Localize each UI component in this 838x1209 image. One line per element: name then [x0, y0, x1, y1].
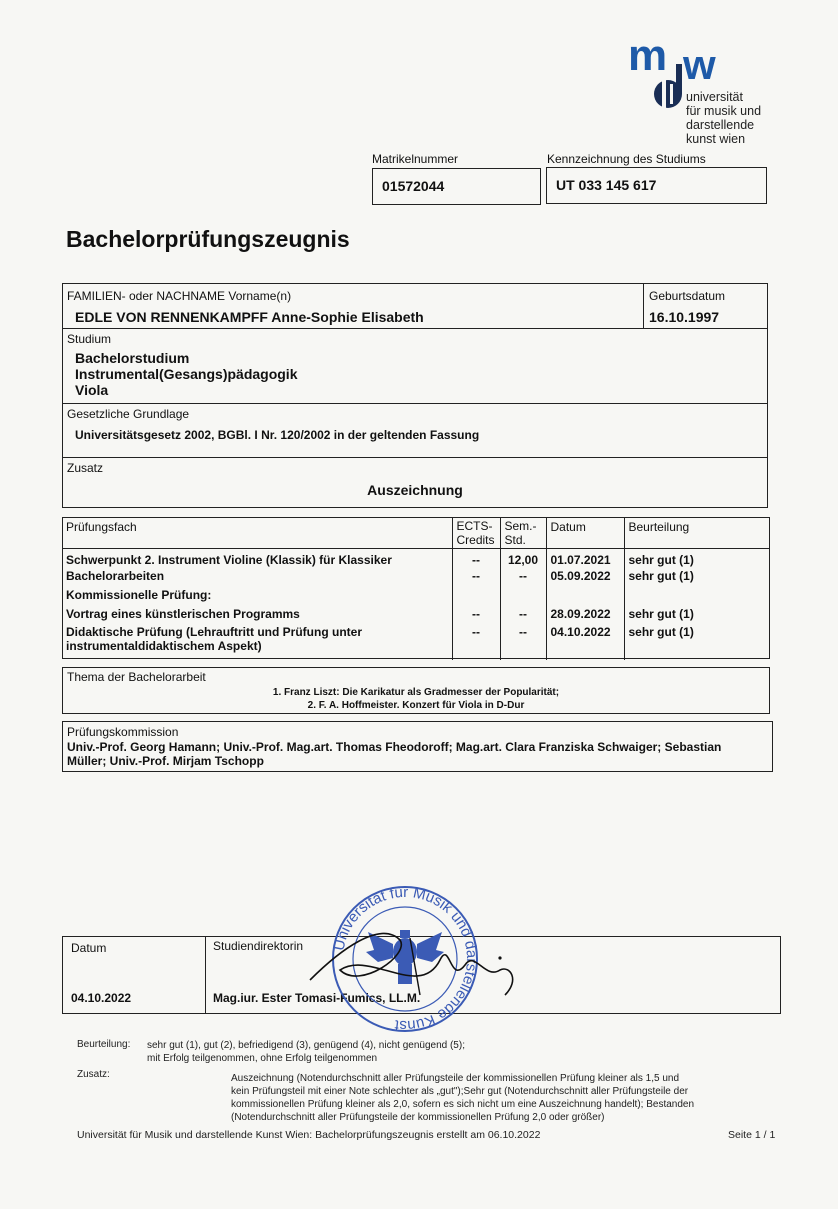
- personal-block: [62, 283, 768, 508]
- name-value: EDLE VON RENNENKAMPFF Anne-Sophie Elisabeth: [75, 309, 424, 325]
- table-row: [62, 568, 770, 584]
- kennzeichnung-label: Kennzeichnung des Studiums: [547, 152, 706, 166]
- table-row: [62, 603, 770, 622]
- table-row: [62, 549, 770, 569]
- ects-cell: --: [452, 622, 500, 660]
- note-cell: [624, 584, 770, 603]
- legend-beurteilung-label: Beurteilung:: [77, 1039, 131, 1050]
- ects-cell: [452, 584, 500, 603]
- sem-cell: --: [500, 603, 546, 622]
- thema-value: 1. Franz Liszt: Die Karikatur als Gradmesser der Popularität; 2. F. A. Hoffmeister. Konzert für Viola in D-Dur: [272, 687, 560, 711]
- header-datum: Datum: [546, 517, 624, 549]
- datum-cell: 28.09.2022: [546, 603, 624, 622]
- matrikel-label: Matrikelnummer: [372, 152, 459, 166]
- kommission-label: Prüfungskommission: [67, 725, 179, 739]
- sem-cell: --: [500, 622, 546, 660]
- legend-zusatz-label: Zusatz:: [77, 1069, 110, 1080]
- datum-cell: 05.09.2022: [546, 568, 624, 584]
- svg-text:m: m: [628, 34, 668, 80]
- divider: [205, 937, 206, 1013]
- datum-label: Datum: [71, 941, 107, 955]
- datum-cell: 04.10.2022: [546, 622, 624, 660]
- subjects-table: [62, 517, 770, 660]
- kommission-block: [62, 721, 773, 772]
- fach-cell: Vortrag eines künstlerischen Programms: [66, 607, 300, 621]
- sem-cell: 12,00: [500, 549, 546, 569]
- sem-cell: --: [500, 568, 546, 584]
- table-header-row: [62, 517, 770, 549]
- header-sem: Sem.- Std.: [500, 517, 546, 549]
- footer-text: Universität für Musik und darstellende Kunst Wien: Bachelorprüfungszeugnis erstellt am 06.10.2022: [77, 1129, 541, 1141]
- table-row: [62, 622, 770, 660]
- name-label: FAMILIEN- oder NACHNAME Vorname(n): [67, 289, 292, 303]
- divider: [63, 403, 767, 404]
- datum-value: 04.10.2022: [71, 991, 132, 1005]
- header-beurteilung: Beurteilung: [624, 517, 770, 549]
- note-cell: sehr gut (1): [624, 568, 770, 584]
- datum-cell: 01.07.2021: [546, 549, 624, 569]
- note-cell: sehr gut (1): [624, 603, 770, 622]
- header-fach: Prüfungsfach: [62, 517, 452, 549]
- table-row: [62, 584, 770, 603]
- datum-cell: [546, 584, 624, 603]
- signer-name: Mag.iur. Ester Tomasi-Fumics, LL.M.: [213, 991, 421, 1005]
- note-cell: sehr gut (1): [624, 622, 770, 660]
- svg-text:Universität für Musik und dars: Universität für Musik und darstellende Kunst: [330, 884, 480, 1034]
- grundlage-value: Universitätsgesetz 2002, BGBl. I Nr. 120/2002 in der geltenden Fassung: [75, 428, 480, 442]
- ects-cell: --: [452, 549, 500, 569]
- thema-label: Thema der Bachelorarbeit: [67, 670, 206, 684]
- dob-label: Geburtsdatum: [649, 289, 726, 303]
- kommission-value: Univ.-Prof. Georg Hamann; Univ.-Prof. Mag.art. Thomas Fheodoroff; Mag.art. Clara Franziska Schwaiger; Sebastian Müller; Univ.-Prof. Mirjam Tschopp: [67, 740, 722, 768]
- note-cell: sehr gut (1): [624, 549, 770, 569]
- legend-zusatz: Auszeichnung (Notendurchschnitt aller Prüfungsteile der kommissionellen Prüfung kleiner als 1,5 und kein Prüfungsteil mit einer Note schlechter als „gut");Sehr gut (Notendurchschnitt aller Prüfungsteile der kommissionellen Prüfung kleiner als 2,0, sofern es sich nicht um eine Auszeichnung handelt); Bestanden (Notendurchschnitt aller Prüfungsteile der kommissionellen Prüfung 2,0 oder größer): [231, 1073, 695, 1123]
- sem-cell: [500, 584, 546, 603]
- mdw-logo: [628, 34, 778, 144]
- handwritten-signature: [300, 910, 530, 1010]
- matrikel-box: [372, 168, 541, 205]
- role-label: Studiendirektorin: [213, 939, 304, 953]
- ects-cell: --: [452, 603, 500, 622]
- kennzeichnung-box: [546, 167, 767, 204]
- ects-cell: --: [452, 568, 500, 584]
- divider: [643, 284, 644, 328]
- studium-label: Studium: [67, 332, 112, 346]
- matrikel-value: 01572044: [382, 178, 445, 194]
- zusatz-value: Auszeichnung: [367, 482, 463, 498]
- fach-cell: Bachelorarbeiten: [66, 569, 165, 583]
- zusatz-label: Zusatz: [67, 461, 104, 475]
- legend-beurteilung: sehr gut (1), gut (2), befriedigend (3), genügend (4), nicht genügend (5); mit Erfolg teilgenommen, ohne Erfolg teilgenommen: [147, 1040, 465, 1064]
- fach-cell: Kommissionelle Prüfung:: [66, 588, 212, 602]
- thema-block: [62, 667, 770, 714]
- page-number: Seite 1 / 1: [728, 1129, 776, 1141]
- kennzeichnung-value: UT 033 145 617: [556, 177, 657, 193]
- fach-cell: Schwerpunkt 2. Instrument Violine (Klassik) für Klassiker: [66, 553, 392, 567]
- fach-cell: Didaktische Prüfung (Lehrauftritt und Prüfung unter instrumentaldidaktischem Aspekt): [66, 625, 362, 653]
- page-title: Bachelorprüfungszeugnis: [66, 226, 350, 252]
- studium-value: Bachelorstudium Instrumental(Gesangs)pädagogik Viola: [75, 350, 298, 398]
- grundlage-label: Gesetzliche Grundlage: [67, 407, 190, 421]
- divider: [63, 328, 767, 329]
- dob-value: 16.10.1997: [649, 309, 720, 325]
- svg-text:w: w: [683, 41, 716, 88]
- divider: [63, 457, 767, 458]
- logo-wordmark: universität für musik und darstellende kunst wien: [686, 90, 762, 146]
- header-ects: ECTS- Credits: [452, 517, 500, 549]
